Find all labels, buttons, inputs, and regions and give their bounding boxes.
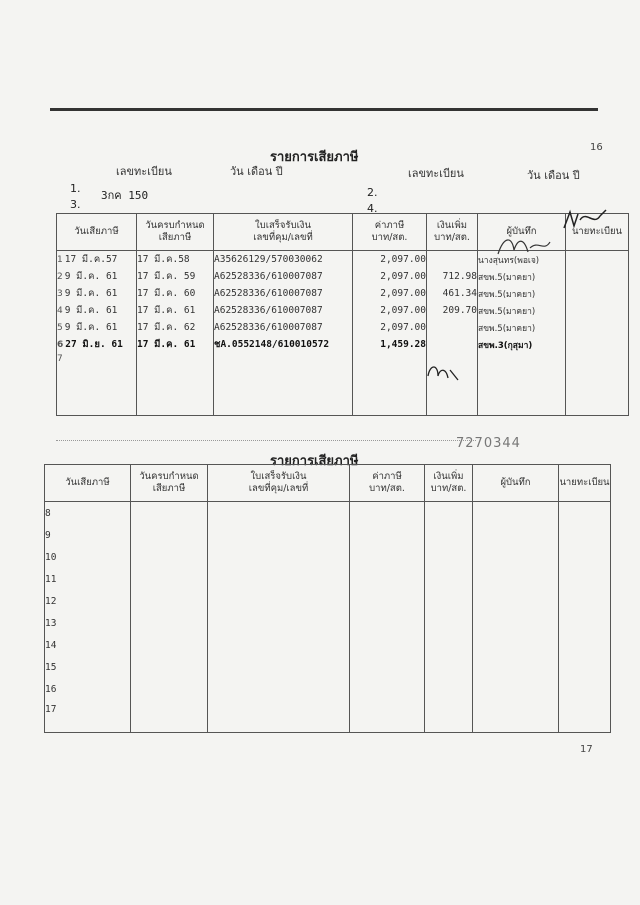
table-row bbox=[45, 568, 611, 590]
row-number: 4 bbox=[57, 306, 63, 316]
due-date: 17 มี.ค.58 bbox=[137, 251, 214, 269]
table-row bbox=[45, 656, 611, 678]
header-paid-date: วันเสียภาษี bbox=[57, 214, 137, 251]
header-tax-amount: ค่าภาษี บาท/สต. bbox=[350, 465, 425, 502]
reg-label-right: เลขทะเบียน bbox=[408, 167, 464, 180]
table-row bbox=[57, 285, 629, 302]
lower-header-row bbox=[45, 465, 611, 502]
header-receipt: ใบเสร็จรับเงิน เลขที่คุม/เลขที่ bbox=[214, 214, 353, 251]
recorder-name: นางสุนทร(พอเจ) bbox=[478, 251, 566, 269]
receipt-number: A62528336/610007087 bbox=[214, 285, 353, 302]
reg-line-2-no: 2. bbox=[367, 186, 378, 199]
recorder-signature-icon bbox=[494, 230, 554, 260]
table-row bbox=[45, 678, 611, 700]
table-row bbox=[45, 502, 611, 525]
row-number: 17 bbox=[45, 700, 131, 733]
tax-amount: 2,097.00 bbox=[353, 285, 427, 302]
header-tax-amount: ค่าภาษี บาท/สต. bbox=[353, 214, 427, 251]
table-row bbox=[45, 634, 611, 656]
table-row bbox=[45, 546, 611, 568]
surcharge-amount: 209.70 bbox=[427, 302, 478, 319]
table-row bbox=[45, 700, 611, 733]
paid-date: 9 มี.ค. 61 bbox=[64, 288, 118, 299]
row-number: 8 bbox=[45, 502, 131, 525]
lower-tax-table bbox=[44, 464, 611, 733]
recorder-name: สขพ.5(มาคยา) bbox=[478, 302, 566, 319]
faint-stamp-number: 7270344 bbox=[456, 436, 521, 451]
row-number: 13 bbox=[45, 612, 131, 634]
receipt-number: A62528336/610007087 bbox=[214, 268, 353, 285]
recorder-name: สขพ.3(กุสุมา) bbox=[478, 336, 566, 353]
registrar-sign bbox=[566, 336, 629, 353]
table-row bbox=[57, 353, 629, 416]
table-row bbox=[57, 336, 629, 353]
paid-date: 17 มี.ค.57 bbox=[64, 254, 118, 265]
reg-line-3-no: 3. bbox=[70, 198, 81, 211]
registrar-signature-icon bbox=[560, 206, 610, 234]
surcharge-amount bbox=[427, 319, 478, 336]
row-number: 7 bbox=[57, 354, 63, 364]
surcharge-amount bbox=[427, 336, 478, 353]
row-number: 11 bbox=[45, 568, 131, 590]
surcharge-amount: 712.98 bbox=[427, 268, 478, 285]
registrar-sign bbox=[566, 319, 629, 336]
tax-amount: 2,097.00 bbox=[353, 268, 427, 285]
registrar-sign bbox=[566, 302, 629, 319]
header-recorder: ผู้บันทึก bbox=[473, 465, 559, 502]
registrar-sign bbox=[566, 251, 629, 269]
tax-amount: 1,459.28 bbox=[353, 336, 427, 353]
due-date: 17 มี.ค. 60 bbox=[137, 285, 214, 302]
header-receipt: ใบเสร็จรับเงิน เลขที่คุม/เลขที่ bbox=[208, 465, 350, 502]
row-number: 2 bbox=[57, 272, 63, 282]
row-number: 16 bbox=[45, 678, 131, 700]
row-number: 14 bbox=[45, 634, 131, 656]
registrar-sign bbox=[566, 285, 629, 302]
receipt-number: A35626129/570030062 bbox=[214, 251, 353, 269]
due-date: 17 มี.ค. 61 bbox=[137, 336, 214, 353]
row-number: 1 bbox=[57, 255, 63, 265]
receipt-number: A62528336/610007087 bbox=[214, 302, 353, 319]
receipt-number: ชA.0552148/610010572 bbox=[214, 336, 353, 353]
row-number: 12 bbox=[45, 590, 131, 612]
row-number: 6 bbox=[57, 340, 64, 350]
table-row bbox=[45, 524, 611, 546]
header-registrar: นายทะเบียน bbox=[559, 465, 611, 502]
surcharge-amount bbox=[427, 251, 478, 269]
due-date: 17 มี.ค. 62 bbox=[137, 319, 214, 336]
row-number: 9 bbox=[45, 524, 131, 546]
row-number: 10 bbox=[45, 546, 131, 568]
header-surcharge: เงินเพิ่ม บาท/สต. bbox=[425, 465, 473, 502]
row-number: 5 bbox=[57, 323, 63, 333]
table-row bbox=[45, 612, 611, 634]
paid-date: 27 มิ.ย. 61 bbox=[65, 339, 123, 350]
lower-title: รายการเสียภาษี bbox=[270, 454, 359, 469]
recorder-name: สขพ.5(มาคยา) bbox=[478, 268, 566, 285]
header-due-date: วันครบกำหนด เสียภาษี bbox=[131, 465, 208, 502]
recorder-name: สขพ.5(มาคยา) bbox=[478, 319, 566, 336]
table-row bbox=[45, 590, 611, 612]
header-paid-date: วันเสียภาษี bbox=[45, 465, 131, 502]
paid-date: 9 มี.ค. 61 bbox=[64, 305, 118, 316]
reg-line-4-no: 4. bbox=[367, 202, 378, 215]
table-row bbox=[57, 319, 629, 336]
row-number: 15 bbox=[45, 656, 131, 678]
bottom-page-number: 17 bbox=[580, 744, 593, 755]
tax-amount: 2,097.00 bbox=[353, 302, 427, 319]
table-row bbox=[57, 302, 629, 319]
upper-title: รายการเสียภาษี bbox=[270, 150, 359, 165]
recorder-name: สขพ.5(มาคยา) bbox=[478, 285, 566, 302]
registrar-sign bbox=[566, 268, 629, 285]
reg-line-1-value: 3กค 150 bbox=[101, 189, 149, 202]
tax-amount: 2,097.00 bbox=[353, 319, 427, 336]
section-dotted-divider bbox=[56, 440, 476, 442]
date-label-right: วัน เดือน ปี bbox=[527, 169, 580, 182]
top-divider bbox=[50, 108, 598, 111]
reg-line-1-no: 1. bbox=[70, 182, 81, 195]
due-date: 17 มี.ค. 61 bbox=[137, 302, 214, 319]
header-surcharge: เงินเพิ่ม บาท/สต. bbox=[427, 214, 478, 251]
row-number: 3 bbox=[57, 289, 63, 299]
tax-initials-icon bbox=[424, 360, 464, 384]
surcharge-amount: 461.34 bbox=[427, 285, 478, 302]
header-due-date: วันครบกำหนด เสียภาษี bbox=[137, 214, 214, 251]
top-page-number: 16 bbox=[590, 142, 603, 153]
header-registrar: นายทะเบียน bbox=[566, 214, 629, 251]
table-row bbox=[57, 268, 629, 285]
paid-date: 9 มี.ค. 61 bbox=[64, 271, 118, 282]
paid-date: 9 มี.ค. 61 bbox=[64, 322, 118, 333]
reg-label-left: เลขทะเบียน bbox=[116, 165, 172, 178]
header-recorder: ผู้บันทึก bbox=[478, 214, 566, 251]
receipt-number: A62528336/610007087 bbox=[214, 319, 353, 336]
due-date: 17 มี.ค. 59 bbox=[137, 268, 214, 285]
tax-amount: 2,097.00 bbox=[353, 251, 427, 269]
date-label-left: วัน เดือน ปี bbox=[230, 165, 283, 178]
